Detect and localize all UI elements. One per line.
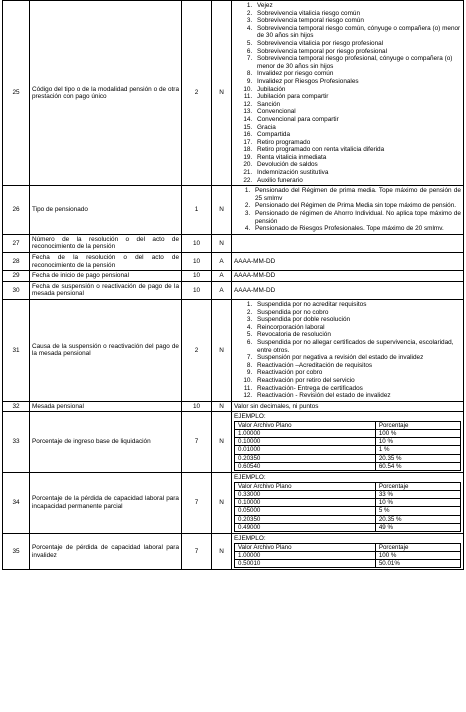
field-type: N	[212, 234, 232, 252]
list-item: 21. Indemnización sustitutiva	[254, 169, 461, 177]
example-cell: 1 %	[375, 446, 460, 454]
field-length: 2	[182, 1, 212, 186]
list-item: 13. Convencional	[254, 108, 461, 116]
field-description: Mesada pensional	[30, 401, 182, 412]
field-type: A	[212, 271, 232, 282]
field-type: N	[212, 1, 232, 186]
table-row	[3, 473, 464, 534]
example-cell: 5 %	[375, 507, 460, 515]
values-list	[234, 301, 461, 400]
field-number: 30	[3, 281, 30, 299]
example-row	[235, 454, 461, 462]
field-description: Tipo de pensionado	[30, 186, 182, 235]
list-item: 9. Invalidez por Riesgos Profesionales	[254, 78, 461, 86]
field-number: 34	[3, 473, 30, 534]
list-item: 7. Sobrevivencia temporal riesgo profesional, cónyuge o compañera (o) menor de 30 años sin hijos	[254, 55, 461, 70]
example-table	[234, 543, 461, 569]
field-type: N	[212, 299, 232, 401]
example-label: EJEMPLO:	[234, 413, 266, 421]
field-number: 29	[3, 271, 30, 282]
list-item: 15. Gracia	[254, 124, 461, 132]
field-length: 2	[182, 299, 212, 401]
field-values	[232, 281, 464, 299]
example-cell: 49 %	[375, 523, 460, 531]
example-row	[235, 523, 461, 531]
field-description: Fecha de suspensión o reactivación de pago de la mesada pensional	[30, 281, 182, 299]
list-item: 12. Sanción	[254, 101, 461, 109]
example-header: Porcentaje	[375, 543, 460, 551]
field-number: 35	[3, 533, 30, 569]
example-row	[235, 551, 461, 559]
example-row	[235, 446, 461, 454]
field-length: 7	[182, 412, 212, 473]
field-description: Fecha de inicio de pago pensional	[30, 271, 182, 282]
list-item: 2. Pensionado del Régimen de Prima Media sin tope máximo de pensión.	[252, 202, 461, 210]
field-values	[232, 533, 464, 569]
field-type: A	[212, 253, 232, 271]
example-header: Valor Archivo Plano	[235, 421, 376, 429]
example-cell: 0.10000	[235, 438, 376, 446]
example-cell: 0.05000	[235, 507, 376, 515]
list-item: 8. Invalidez por riesgo común	[254, 70, 461, 78]
example-row	[235, 515, 461, 523]
example-row	[235, 490, 461, 498]
list-item: 10. Jubilación	[254, 86, 461, 94]
field-length: 10	[182, 401, 212, 412]
field-description: Código del tipo o de la modalidad pensión o de otra prestación con pago único	[30, 1, 182, 186]
values-list	[234, 187, 461, 233]
list-item: 10. Reactivación por retiro del servicio	[254, 377, 461, 385]
field-number: 31	[3, 299, 30, 401]
example-header-row	[235, 543, 461, 551]
table-row	[3, 271, 464, 282]
values-text: AAAA-MM-DD	[234, 286, 276, 294]
field-number: 26	[3, 186, 30, 235]
field-values	[232, 401, 464, 412]
list-item: 4. Sobrevivencia temporal riesgo común, cónyuge o compañera (o) menor de 30 años sin hijos	[254, 25, 461, 40]
example-header-row	[235, 482, 461, 490]
example-cell: 0.49000	[235, 523, 376, 531]
field-values	[232, 1, 464, 186]
field-length: 7	[182, 533, 212, 569]
field-values	[232, 473, 464, 534]
list-item: 1. Pensionado del Régimen de prima media. Tope máximo de pensión de 25 smlmv	[252, 187, 461, 202]
example-cell: 0.20350	[235, 515, 376, 523]
example-cell: 20.35 %	[375, 454, 460, 462]
field-type: A	[212, 281, 232, 299]
example-cell: 1.00000	[235, 430, 376, 438]
field-values	[232, 299, 464, 401]
example-row	[235, 507, 461, 515]
example-cell: 10 %	[375, 499, 460, 507]
list-item: 5. Revocatoria de resolución	[254, 331, 461, 339]
field-type: N	[212, 473, 232, 534]
field-description: Porcentaje de ingreso base de liquidación	[30, 412, 182, 473]
list-item: 9. Reactivación por cobro	[254, 369, 461, 377]
field-length: 10	[182, 271, 212, 282]
field-type: N	[212, 412, 232, 473]
example-cell: 0.60540	[235, 462, 376, 470]
list-item: 17. Retiro programado	[254, 139, 461, 147]
example-label: EJEMPLO:	[234, 534, 266, 542]
list-item: 1. Vejez	[254, 2, 461, 10]
example-table	[234, 482, 461, 532]
list-item: 18. Retiro programado con renta vitalicia diferida	[254, 146, 461, 154]
field-description: Número de la resolución o del acto de reconocimiento de la pensión	[30, 234, 182, 252]
values-text: Valor sin decimales, ni puntos	[234, 402, 319, 410]
field-number: 32	[3, 401, 30, 412]
example-cell: 60.54 %	[375, 462, 460, 470]
example-cell: 0.10000	[235, 499, 376, 507]
table-row	[3, 1, 464, 186]
list-item: 5. Sobrevivencia vitalicia por riesgo profesional	[254, 40, 461, 48]
field-type: N	[212, 186, 232, 235]
field-number: 25	[3, 1, 30, 186]
example-header: Porcentaje	[375, 421, 460, 429]
field-number: 27	[3, 234, 30, 252]
table-row	[3, 234, 464, 252]
example-table	[234, 421, 461, 471]
example-cell: 100 %	[375, 430, 460, 438]
table-row	[3, 299, 464, 401]
field-values	[232, 234, 464, 252]
field-type: N	[212, 401, 232, 412]
list-item: 19. Renta vitalicia inmediata	[254, 154, 461, 162]
list-item: 11. Jubilación para compartir	[254, 93, 461, 101]
spec-table-body	[3, 1, 464, 570]
example-header: Valor Archivo Plano	[235, 482, 376, 490]
example-label: EJEMPLO:	[234, 474, 266, 482]
example-cell: 0.20350	[235, 454, 376, 462]
example-row	[235, 499, 461, 507]
list-item: 22. Auxilio funerario	[254, 177, 461, 185]
example-row	[235, 438, 461, 446]
list-item: 11. Reactivación- Entrega de certificados	[254, 385, 461, 393]
field-type: N	[212, 533, 232, 569]
values-text: AAAA-MM-DD	[234, 257, 276, 265]
list-item: 1. Suspendida por no acreditar requisitos	[254, 301, 461, 309]
example-cell: 1.00000	[235, 551, 376, 559]
example-cell: 50.01%	[375, 559, 460, 567]
list-item: 20. Devolución de saldos	[254, 161, 461, 169]
field-number: 33	[3, 412, 30, 473]
list-item: 14. Convencional para compartir	[254, 116, 461, 124]
list-item: 3. Suspendida por doble resolución	[254, 316, 461, 324]
list-item: 2. Suspendida por no cobro	[254, 309, 461, 317]
list-item: 3. Sobrevivencia temporal riesgo común	[254, 17, 461, 25]
field-length: 10	[182, 281, 212, 299]
list-item: 12. Reactivación - Revisión del estado de invalidez	[254, 392, 461, 400]
list-item: 6. Sobrevivencia temporal por riesgo profesional	[254, 48, 461, 56]
field-description: Causa de la suspensión o reactivación del pago de la mesada pensional	[30, 299, 182, 401]
list-item: 2. Sobrevivencia vitalicia riesgo común	[254, 10, 461, 18]
field-length: 7	[182, 473, 212, 534]
table-row	[3, 186, 464, 235]
example-row	[235, 430, 461, 438]
list-item: 3. Pensionado de régimen de Ahorro Individual. No aplica tope máximo de pensión	[252, 210, 461, 225]
example-cell: 0.01000	[235, 446, 376, 454]
values-list	[234, 2, 461, 184]
field-number: 28	[3, 253, 30, 271]
example-header-row	[235, 421, 461, 429]
field-length: 10	[182, 234, 212, 252]
field-values	[232, 271, 464, 282]
list-item: 4. Reincorporación laboral	[254, 324, 461, 332]
example-cell: 20.35 %	[375, 515, 460, 523]
list-item: 8. Reactivación –Acreditación de requisitos	[254, 362, 461, 370]
list-item: 6. Suspendida por no allegar certificados de supervivencia, escolaridad, entre otros.	[254, 339, 461, 354]
table-row	[3, 281, 464, 299]
example-cell: 0.33000	[235, 490, 376, 498]
field-values	[232, 186, 464, 235]
values-text: AAAA-MM-DD	[234, 272, 276, 280]
table-row	[3, 533, 464, 569]
example-cell: 0.50010	[235, 559, 376, 567]
list-item: 4. Pensionado de Riesgos Profesionales. Tope máximo de 20 smlmv.	[252, 225, 461, 233]
field-values	[232, 412, 464, 473]
spec-table	[2, 0, 464, 570]
example-header: Valor Archivo Plano	[235, 543, 376, 551]
field-values	[232, 253, 464, 271]
table-row	[3, 253, 464, 271]
field-description: Porcentaje de la pérdida de capacidad laboral para incapacidad permanente parcial	[30, 473, 182, 534]
example-cell: 33 %	[375, 490, 460, 498]
example-row	[235, 462, 461, 470]
table-row	[3, 401, 464, 412]
example-cell: 10 %	[375, 438, 460, 446]
list-item: 16. Compartida	[254, 131, 461, 139]
example-header: Porcentaje	[375, 482, 460, 490]
example-row	[235, 559, 461, 567]
field-description: Porcentaje de pérdida de capacidad laboral para invalidez	[30, 533, 182, 569]
field-length: 1	[182, 186, 212, 235]
example-cell: 100 %	[375, 551, 460, 559]
field-length: 10	[182, 253, 212, 271]
table-row	[3, 412, 464, 473]
field-description: Fecha de la resolución o del acto de reconocimiento de la pensión	[30, 253, 182, 271]
list-item: 7. Suspensión por negativa a revisión del estado de invalidez	[254, 354, 461, 362]
